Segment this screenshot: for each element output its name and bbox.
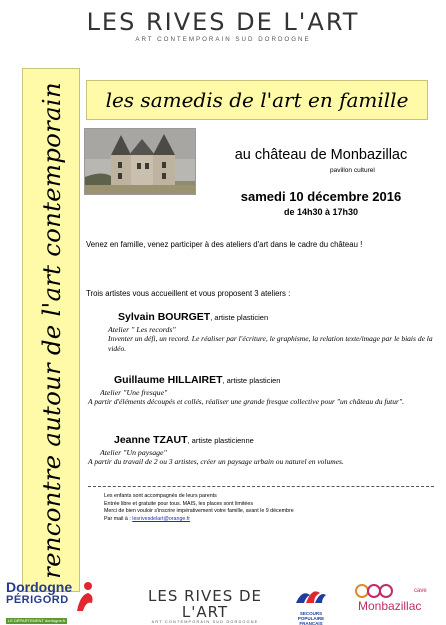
footer-rives-subtitle: ART CONTEMPORAIN SUD DORDOGNE	[151, 620, 259, 624]
artist-name: Sylvain BOURGET	[118, 311, 211, 323]
logo-subtitle: ART CONTEMPORAIN SUD DORDOGNE	[135, 36, 311, 43]
event-location: au château de Monbazillac	[234, 147, 408, 163]
footer-rives-title: LES RIVES DE L'ART	[147, 587, 263, 621]
lead-text: Trois artistes vous accueillent et vous proposent 3 ateliers :	[86, 289, 291, 298]
banner-title: les samedis de l'art en famille	[105, 88, 409, 112]
footer-rives-logo	[130, 588, 280, 624]
perigord-word: PÉRIGORD	[6, 594, 69, 606]
artist-name-row	[114, 430, 446, 448]
atelier-title: Atelier " Les records"	[108, 325, 176, 334]
artist-name-row	[114, 370, 446, 388]
note-line: Entrée libre et gratuite pour tous. MAIS, les places sont limitées	[104, 500, 253, 507]
atelier-description: A partir du travail de 2 ou 3 artistes, créer un paysage urbain ou naturel en volumes.	[88, 457, 344, 466]
note-line-email	[104, 516, 434, 524]
secours-label: SECOURS POPULAIRE FRANÇAIS	[297, 611, 325, 625]
title-banner	[86, 80, 428, 120]
artist-block	[86, 307, 446, 353]
artist-name-row	[118, 307, 446, 325]
event-pavilion: pavillon culturel	[330, 167, 375, 174]
dordogne-tagline: LE DÉPARTEMENT dordogne.fr	[8, 618, 66, 623]
cave-rings-icon	[354, 582, 394, 600]
artist-name: Guillaume HILLAIRET	[114, 374, 223, 386]
note-line: Merci de bien vouloir s'inscrire impérativement votre famille, avant le 9 décembre	[104, 508, 294, 515]
header-logo	[0, 8, 446, 43]
artist-name: Jeanne TZAUT	[114, 434, 188, 446]
atelier-title: Atelier "Une fresque"	[100, 388, 168, 397]
artist-block	[86, 370, 446, 407]
artist-role: , artiste plasticienne	[187, 436, 254, 445]
artist-role: , artiste plasticien	[210, 313, 269, 322]
event-date: samedi 10 décembre 2016	[240, 189, 402, 204]
monbazillac-word: Monbazillac	[358, 599, 422, 613]
logo-title: LES RIVES DE L'ART	[86, 8, 360, 36]
cave-monbazillac-logo	[352, 580, 434, 620]
event-time: de 14h30 à 17h30	[283, 207, 359, 217]
intro-text: Venez en famille, venez participer à des ateliers d'art dans le cadre du château !	[86, 240, 363, 249]
note-line: Les enfants sont accompagnés de leurs parents	[104, 493, 217, 499]
secours-populaire-logo	[284, 585, 338, 625]
artist-role: , artiste plasticien	[222, 376, 281, 385]
atelier-title: Atelier "Un paysage"	[100, 448, 167, 457]
dordogne-word: Dordogne	[6, 579, 73, 595]
chateau-photo	[84, 128, 196, 195]
cave-word: cave	[414, 588, 427, 594]
vertical-side-text: rencontre autour de l'art contemporain	[36, 81, 66, 579]
dordogne-figure-icon	[74, 581, 96, 619]
practical-notes	[104, 493, 434, 523]
atelier-description: Inventer un défi, un record. Le réaliser par l'écriture, le graphisme, la relation texte/image par le biais de la vidéo.	[108, 334, 433, 353]
section-divider	[88, 486, 434, 487]
artist-block	[86, 430, 446, 467]
secours-hands-icon	[284, 585, 338, 607]
atelier-description: A partir d'éléments découpés et collés, réaliser une grande fresque collective pour "un château du futur".	[88, 397, 404, 406]
email-prefix: Par mail à :	[104, 515, 133, 522]
vertical-side-text-wrapper	[22, 68, 80, 592]
email-link[interactable]: lesrivesdelart@orange.fr	[132, 515, 191, 522]
